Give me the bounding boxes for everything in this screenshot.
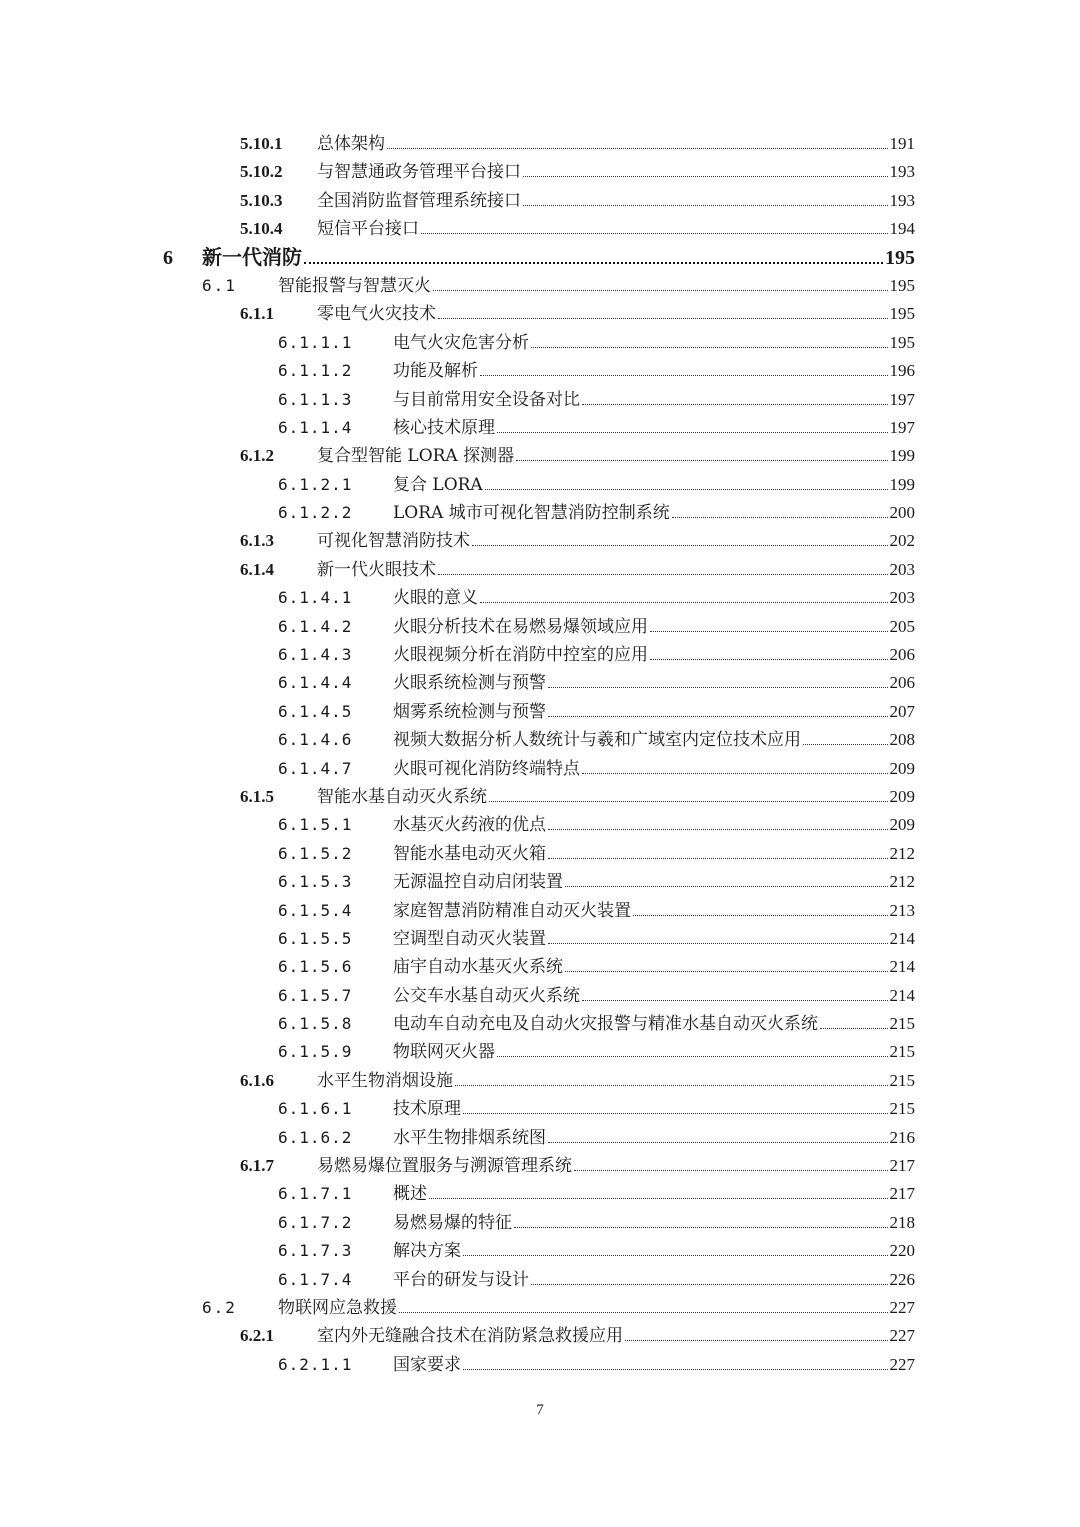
toc-entry-title: 火眼视频分析在消防中控室的应用 xyxy=(393,645,648,666)
toc-entry-page: 193 xyxy=(889,162,915,182)
dot-leader xyxy=(582,404,888,405)
toc-entry-number: 6.1.5.2 xyxy=(278,843,353,863)
toc-entry-title: 技术原理 xyxy=(393,1099,461,1120)
toc-entry[interactable] xyxy=(0,1039,1080,1067)
toc-entry-number: 6.1.6 xyxy=(240,1070,274,1090)
toc-entry-title: 水平生物消烟设施 xyxy=(317,1070,453,1091)
toc-entry-page: 215 xyxy=(889,1070,915,1090)
toc-entry-page: 218 xyxy=(889,1212,915,1232)
dot-leader xyxy=(548,1142,888,1143)
toc-entry-page: 203 xyxy=(889,588,915,608)
toc-entry-title: 可视化智慧消防技术 xyxy=(317,531,470,552)
dot-leader xyxy=(480,602,888,603)
dot-leader xyxy=(421,233,888,234)
toc-entry-page: 215 xyxy=(889,1014,915,1034)
toc-entry[interactable] xyxy=(0,527,1080,555)
dot-leader xyxy=(429,1198,888,1199)
toc-entry[interactable] xyxy=(0,698,1080,726)
toc-entry-page: 197 xyxy=(889,417,915,437)
toc-entry-title: 复合型智能 LORA 探测器 xyxy=(317,446,515,467)
toc-entry-title: LORA 城市可视化智慧消防控制系统 xyxy=(393,503,670,524)
toc-entry-number: 6.1.5.8 xyxy=(278,1014,353,1034)
table-of-contents xyxy=(0,130,1080,1379)
toc-entry-page: 206 xyxy=(889,645,915,665)
toc-entry-title: 家庭智慧消防精准自动灭火装置 xyxy=(393,900,631,921)
toc-entry[interactable] xyxy=(0,613,1080,641)
page-number: 7 xyxy=(536,1402,544,1418)
dot-leader xyxy=(523,176,888,177)
toc-entry-title: 解决方案 xyxy=(393,1241,461,1262)
dot-leader xyxy=(548,687,888,688)
toc-entry-page: 193 xyxy=(889,190,915,210)
dot-leader xyxy=(633,915,888,916)
dot-leader xyxy=(438,318,888,319)
toc-entry-number: 6.1.3 xyxy=(240,531,274,551)
toc-entry-number: 6.1.4.5 xyxy=(278,701,353,721)
toc-entry-number: 6.1.7.1 xyxy=(278,1184,353,1204)
toc-entry-number: 6.1.2.1 xyxy=(278,474,353,494)
toc-entry-title: 智能水基电动灭火箱 xyxy=(393,843,546,864)
toc-entry-number: 6.1.4.4 xyxy=(278,673,353,693)
toc-entry[interactable] xyxy=(0,641,1080,669)
toc-entry-number: 6.1.5.9 xyxy=(278,1042,353,1062)
toc-entry-number: 6.2 xyxy=(202,1298,237,1317)
dot-leader xyxy=(548,858,888,859)
toc-entry[interactable] xyxy=(0,1294,1080,1322)
toc-entry-page: 212 xyxy=(889,872,915,892)
dot-leader xyxy=(399,1312,888,1313)
toc-entry[interactable] xyxy=(0,1351,1080,1379)
toc-entry-title: 物联网灭火器 xyxy=(393,1042,495,1063)
dot-leader xyxy=(531,347,888,348)
toc-entry-number: 5.10.2 xyxy=(240,162,283,182)
toc-entry-page: 197 xyxy=(889,389,915,409)
toc-entry-title: 新一代火眼技术 xyxy=(317,559,436,580)
toc-entry-number: 6.1.1.1 xyxy=(278,332,353,352)
toc-entry-title: 与智慧通政务管理平台接口 xyxy=(317,162,521,183)
toc-entry-page: 195 xyxy=(889,275,915,295)
toc-entry-number: 6.1.7.3 xyxy=(278,1241,353,1261)
toc-entry-page: 208 xyxy=(889,730,915,750)
dot-leader xyxy=(548,829,888,830)
dot-leader xyxy=(489,801,888,802)
toc-entry-title: 新一代消防 xyxy=(202,244,302,269)
dot-leader xyxy=(548,716,888,717)
toc-entry-page: 216 xyxy=(889,1127,915,1147)
toc-entry[interactable] xyxy=(0,840,1080,868)
dot-leader xyxy=(548,943,888,944)
dot-leader xyxy=(582,1000,888,1001)
toc-entry-page: 226 xyxy=(889,1269,915,1289)
dot-leader xyxy=(672,517,888,518)
toc-entry[interactable] xyxy=(0,669,1080,697)
toc-entry-title: 平台的研发与设计 xyxy=(393,1269,529,1290)
dot-leader xyxy=(650,631,888,632)
toc-entry-page: 206 xyxy=(889,673,915,693)
toc-entry-number: 6.1.5.3 xyxy=(278,872,353,892)
toc-entry-title: 火眼系统检测与预警 xyxy=(393,673,546,694)
toc-entry-number: 6.1.5.4 xyxy=(278,900,353,920)
toc-entry[interactable] xyxy=(0,783,1080,811)
toc-entry-page: 196 xyxy=(889,361,915,381)
dot-leader xyxy=(516,460,887,461)
toc-entry-page: 227 xyxy=(889,1354,915,1374)
toc-entry[interactable] xyxy=(0,215,1080,243)
toc-entry-title: 智能水基自动灭火系统 xyxy=(317,786,487,807)
toc-entry-number: 6.1.4.1 xyxy=(278,588,353,608)
toc-entry-title: 易燃易爆位置服务与溯源管理系统 xyxy=(317,1156,572,1177)
toc-entry-title: 核心技术原理 xyxy=(393,417,495,438)
toc-entry-page: 205 xyxy=(889,616,915,636)
dot-leader xyxy=(485,489,888,490)
toc-entry[interactable] xyxy=(0,1322,1080,1350)
toc-entry-number: 6.1.2.2 xyxy=(278,503,353,523)
toc-entry[interactable] xyxy=(0,1209,1080,1237)
dot-leader xyxy=(582,773,888,774)
dot-leader xyxy=(463,1113,888,1114)
toc-entry[interactable] xyxy=(0,755,1080,783)
toc-entry[interactable] xyxy=(0,300,1080,328)
toc-entry-page: 200 xyxy=(889,503,915,523)
toc-entry-title: 空调型自动灭火装置 xyxy=(393,928,546,949)
toc-entry-number: 6.1.1.4 xyxy=(278,417,353,437)
toc-entry-page: 215 xyxy=(889,1042,915,1062)
toc-entry-number: 6.1.4.7 xyxy=(278,758,353,778)
toc-entry[interactable] xyxy=(0,244,1080,272)
toc-entry-title: 全国消防监督管理系统接口 xyxy=(317,190,521,211)
toc-entry-number: 5.10.3 xyxy=(240,190,283,210)
toc-entry[interactable] xyxy=(0,953,1080,981)
dot-leader xyxy=(565,971,888,972)
toc-entry-number: 6.1.4 xyxy=(240,559,274,579)
dot-leader xyxy=(574,1170,888,1171)
toc-entry-number: 6.1.7 xyxy=(240,1156,274,1176)
toc-entry-title: 零电气火灾技术 xyxy=(317,304,436,325)
toc-entry[interactable] xyxy=(0,1180,1080,1208)
toc-entry-number: 6.1 xyxy=(202,275,237,295)
toc-entry-number: 6.1.6.1 xyxy=(278,1099,353,1119)
toc-entry-number: 6.1.5.1 xyxy=(278,815,353,835)
dot-leader xyxy=(472,545,888,546)
toc-entry-page: 195 xyxy=(889,304,915,324)
toc-entry[interactable] xyxy=(0,357,1080,385)
toc-entry-title: 室内外无缝融合技术在消防紧急救援应用 xyxy=(317,1326,623,1347)
toc-entry-page: 207 xyxy=(889,701,915,721)
toc-entry-page: 209 xyxy=(889,815,915,835)
dot-leader xyxy=(625,1340,888,1341)
toc-entry-title: 与目前常用安全设备对比 xyxy=(393,389,580,410)
dot-leader xyxy=(387,148,888,149)
toc-entry-number: 6.1.7.2 xyxy=(278,1212,353,1232)
dot-leader xyxy=(455,1085,888,1086)
toc-entry-page: 191 xyxy=(889,133,915,153)
dot-leader xyxy=(433,290,888,291)
toc-entry-number: 6.1.1 xyxy=(240,304,274,324)
toc-entry-number: 6.1.2 xyxy=(240,446,274,466)
toc-entry-page: 203 xyxy=(889,559,915,579)
toc-entry[interactable] xyxy=(0,584,1080,612)
toc-entry[interactable] xyxy=(0,158,1080,186)
dot-leader xyxy=(480,375,888,376)
toc-entry-title: 易燃易爆的特征 xyxy=(393,1212,512,1233)
toc-entry-number: 6.1.7.4 xyxy=(278,1269,353,1289)
toc-entry-title: 短信平台接口 xyxy=(317,219,419,240)
toc-entry[interactable] xyxy=(0,329,1080,357)
toc-entry-number: 6.2.1.1 xyxy=(278,1354,353,1374)
toc-entry[interactable] xyxy=(0,925,1080,953)
dot-leader xyxy=(497,1056,888,1057)
dot-leader xyxy=(650,659,888,660)
dot-leader xyxy=(497,432,888,433)
toc-entry-number: 5.10.4 xyxy=(240,219,283,239)
toc-entry-page: 199 xyxy=(889,446,915,466)
toc-entry-number: 6.1.1.3 xyxy=(278,389,353,409)
dot-leader xyxy=(523,205,888,206)
toc-entry-page: 199 xyxy=(889,474,915,494)
toc-entry-title: 庙宇自动水基灭火系统 xyxy=(393,957,563,978)
toc-entry[interactable] xyxy=(0,1124,1080,1152)
toc-entry-title: 火眼的意义 xyxy=(393,588,478,609)
toc-entry-number: 6.1.5.6 xyxy=(278,957,353,977)
toc-entry-title: 火眼分析技术在易燃易爆领域应用 xyxy=(393,616,648,637)
toc-entry-page: 213 xyxy=(889,900,915,920)
toc-entry-number: 6.1.5.5 xyxy=(278,928,353,948)
toc-entry-title: 概述 xyxy=(393,1184,427,1205)
toc-entry[interactable] xyxy=(0,556,1080,584)
toc-entry[interactable] xyxy=(0,1067,1080,1095)
toc-entry-title: 智能报警与智慧灭火 xyxy=(278,275,431,296)
dot-leader xyxy=(463,1255,888,1256)
toc-entry[interactable] xyxy=(0,130,1080,158)
toc-entry[interactable] xyxy=(0,868,1080,896)
toc-entry-page: 217 xyxy=(889,1184,915,1204)
toc-entry-number: 6.1.5 xyxy=(240,786,274,806)
toc-entry[interactable] xyxy=(0,1237,1080,1265)
toc-entry[interactable] xyxy=(0,1095,1080,1123)
toc-entry-number: 6 xyxy=(163,246,173,269)
toc-entry-title: 水平生物排烟系统图 xyxy=(393,1127,546,1148)
toc-entry-page: 194 xyxy=(889,219,915,239)
toc-entry-page: 217 xyxy=(889,1156,915,1176)
toc-entry-title: 功能及解析 xyxy=(393,361,478,382)
dot-leader xyxy=(531,1284,888,1285)
dot-leader xyxy=(565,886,888,887)
dot-leader xyxy=(304,262,883,264)
toc-entry[interactable] xyxy=(0,982,1080,1010)
toc-entry-number: 6.1.4.6 xyxy=(278,730,353,750)
toc-entry-page: 195 xyxy=(885,246,915,269)
toc-entry[interactable] xyxy=(0,386,1080,414)
dot-leader xyxy=(463,1369,888,1370)
toc-entry[interactable] xyxy=(0,811,1080,839)
toc-entry[interactable] xyxy=(0,1266,1080,1294)
toc-entry-number: 6.1.6.2 xyxy=(278,1127,353,1147)
toc-entry-page: 214 xyxy=(889,928,915,948)
toc-entry-page: 209 xyxy=(889,758,915,778)
toc-entry-number: 6.2.1 xyxy=(240,1326,274,1346)
toc-entry[interactable] xyxy=(0,471,1080,499)
toc-entry-title: 火眼可视化消防终端特点 xyxy=(393,758,580,779)
toc-entry[interactable] xyxy=(0,187,1080,215)
toc-entry[interactable] xyxy=(0,1152,1080,1180)
toc-entry[interactable] xyxy=(0,726,1080,754)
toc-entry[interactable] xyxy=(0,272,1080,300)
toc-entry-title: 烟雾系统检测与预警 xyxy=(393,701,546,722)
toc-entry-title: 电气火灾危害分析 xyxy=(393,332,529,353)
toc-entry-number: 6.1.4.2 xyxy=(278,616,353,636)
toc-entry[interactable] xyxy=(0,442,1080,470)
dot-leader xyxy=(820,1028,888,1029)
toc-entry-title: 无源温控自动启闭装置 xyxy=(393,872,563,893)
toc-entry-page: 209 xyxy=(889,786,915,806)
toc-entry-title: 总体架构 xyxy=(317,133,385,154)
toc-entry-page: 195 xyxy=(889,332,915,352)
toc-entry-title: 视频大数据分析人数统计与羲和广域室内定位技术应用 xyxy=(393,730,801,751)
toc-entry[interactable] xyxy=(0,1010,1080,1038)
toc-entry-number: 6.1.5.7 xyxy=(278,985,353,1005)
toc-entry-number: 6.1.4.3 xyxy=(278,645,353,665)
toc-entry-title: 电动车自动充电及自动火灾报警与精准水基自动灭火系统 xyxy=(393,1014,818,1035)
toc-entry-title: 物联网应急救援 xyxy=(278,1298,397,1318)
toc-entry-title: 复合 LORA xyxy=(393,474,483,495)
toc-entry-page: 212 xyxy=(889,843,915,863)
toc-entry[interactable] xyxy=(0,414,1080,442)
dot-leader xyxy=(438,574,888,575)
toc-entry-page: 214 xyxy=(889,957,915,977)
toc-entry[interactable] xyxy=(0,897,1080,925)
dot-leader xyxy=(514,1227,888,1228)
toc-entry-number: 6.1.1.2 xyxy=(278,361,353,381)
toc-entry-page: 227 xyxy=(889,1326,915,1346)
toc-entry[interactable] xyxy=(0,499,1080,527)
toc-entry-page: 214 xyxy=(889,985,915,1005)
toc-entry-page: 202 xyxy=(889,531,915,551)
toc-entry-page: 220 xyxy=(889,1241,915,1261)
dot-leader xyxy=(803,744,888,745)
toc-entry-title: 国家要求 xyxy=(393,1354,461,1375)
toc-entry-page: 215 xyxy=(889,1099,915,1119)
toc-entry-number: 5.10.1 xyxy=(240,133,283,153)
toc-entry-title: 水基灭火药液的优点 xyxy=(393,815,546,836)
toc-entry-title: 公交车水基自动灭火系统 xyxy=(393,985,580,1006)
toc-entry-page: 227 xyxy=(889,1298,915,1317)
